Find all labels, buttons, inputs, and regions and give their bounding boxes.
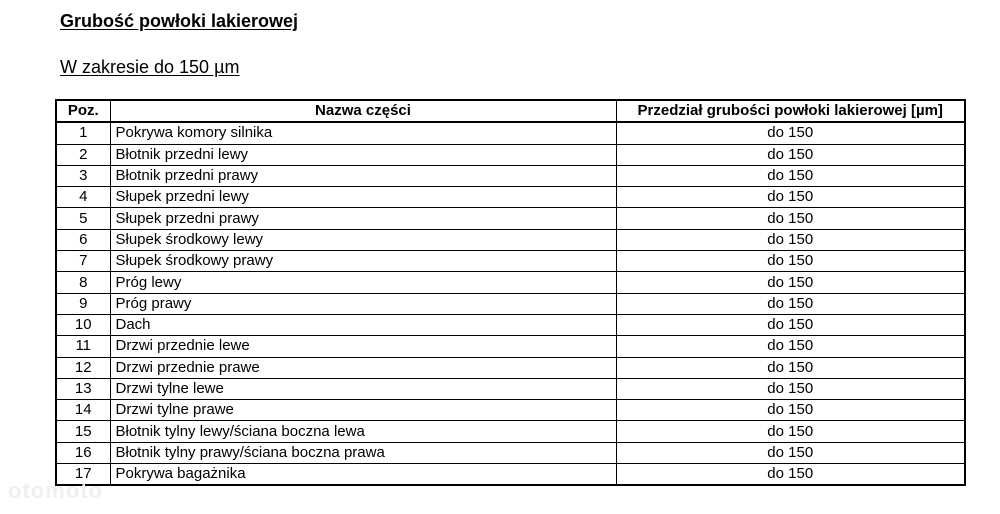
row-position: 17: [56, 464, 110, 486]
row-thickness-range: do 150: [616, 208, 965, 229]
header-position: Poz.: [56, 100, 110, 122]
table-row: [56, 378, 965, 399]
table-row: [56, 293, 965, 314]
row-thickness-range: do 150: [616, 421, 965, 442]
row-part-name: Dach: [110, 314, 616, 335]
table-row: [56, 122, 965, 144]
row-part-name: Słupek przedni prawy: [110, 208, 616, 229]
row-position: 10: [56, 314, 110, 335]
row-part-name: Próg prawy: [110, 293, 616, 314]
row-part-name: Pokrywa komory silnika: [110, 122, 616, 144]
row-thickness-range: do 150: [616, 442, 965, 463]
header-thickness-range: Przedział grubości powłoki lakierowej [µm]: [616, 100, 965, 122]
row-part-name: Drzwi tylne prawe: [110, 400, 616, 421]
table-row: [56, 187, 965, 208]
row-part-name: Błotnik tylny lewy/ściana boczna lewa: [110, 421, 616, 442]
table-row: [56, 251, 965, 272]
row-part-name: Błotnik przedni prawy: [110, 165, 616, 186]
row-part-name: Drzwi przednie lewe: [110, 336, 616, 357]
table-row: [56, 464, 965, 486]
row-position: 1: [56, 122, 110, 144]
row-position: 2: [56, 144, 110, 165]
table-body: [56, 122, 965, 485]
row-thickness-range: do 150: [616, 314, 965, 335]
row-position: 11: [56, 336, 110, 357]
row-part-name: Słupek przedni lewy: [110, 187, 616, 208]
table-row: [56, 229, 965, 250]
table-row: [56, 144, 965, 165]
table-row: [56, 272, 965, 293]
row-position: 12: [56, 357, 110, 378]
row-position: 4: [56, 187, 110, 208]
table-header: [56, 100, 965, 122]
row-position: 7: [56, 251, 110, 272]
row-thickness-range: do 150: [616, 165, 965, 186]
row-part-name: Słupek środkowy lewy: [110, 229, 616, 250]
table-row: [56, 400, 965, 421]
row-thickness-range: do 150: [616, 122, 965, 144]
row-part-name: Błotnik tylny prawy/ściana boczna prawa: [110, 442, 616, 463]
row-thickness-range: do 150: [616, 229, 965, 250]
row-thickness-range: do 150: [616, 251, 965, 272]
row-position: 16: [56, 442, 110, 463]
row-thickness-range: do 150: [616, 464, 965, 486]
row-position: 14: [56, 400, 110, 421]
table-row: [56, 442, 965, 463]
watermark-logo: otomoto: [8, 478, 103, 503]
row-part-name: Drzwi tylne lewe: [110, 378, 616, 399]
table-row: [56, 336, 965, 357]
document-title: Grubość powłoki lakierowej: [60, 11, 299, 31]
row-thickness-range: do 150: [616, 357, 965, 378]
table-row: [56, 357, 965, 378]
row-position: 3: [56, 165, 110, 186]
header-part-name: Nazwa części: [110, 100, 616, 122]
row-thickness-range: do 150: [616, 293, 965, 314]
row-position: 8: [56, 272, 110, 293]
document-subtitle: W zakresie do 150 µm: [60, 57, 240, 77]
row-part-name: Drzwi przednie prawe: [110, 357, 616, 378]
table-row: [56, 314, 965, 335]
row-part-name: Błotnik przedni lewy: [110, 144, 616, 165]
paint-thickness-table: [55, 99, 966, 486]
row-thickness-range: do 150: [616, 272, 965, 293]
table-row: [56, 421, 965, 442]
row-position: 6: [56, 229, 110, 250]
row-position: 9: [56, 293, 110, 314]
row-part-name: Słupek środkowy prawy: [110, 251, 616, 272]
row-thickness-range: do 150: [616, 187, 965, 208]
row-part-name: Próg lewy: [110, 272, 616, 293]
row-thickness-range: do 150: [616, 144, 965, 165]
row-thickness-range: do 150: [616, 400, 965, 421]
table-header-row: [56, 100, 965, 122]
row-position: 15: [56, 421, 110, 442]
table-row: [56, 165, 965, 186]
row-position: 5: [56, 208, 110, 229]
row-part-name: Pokrywa bagażnika: [110, 464, 616, 486]
row-position: 13: [56, 378, 110, 399]
row-thickness-range: do 150: [616, 336, 965, 357]
row-thickness-range: do 150: [616, 378, 965, 399]
table-row: [56, 208, 965, 229]
